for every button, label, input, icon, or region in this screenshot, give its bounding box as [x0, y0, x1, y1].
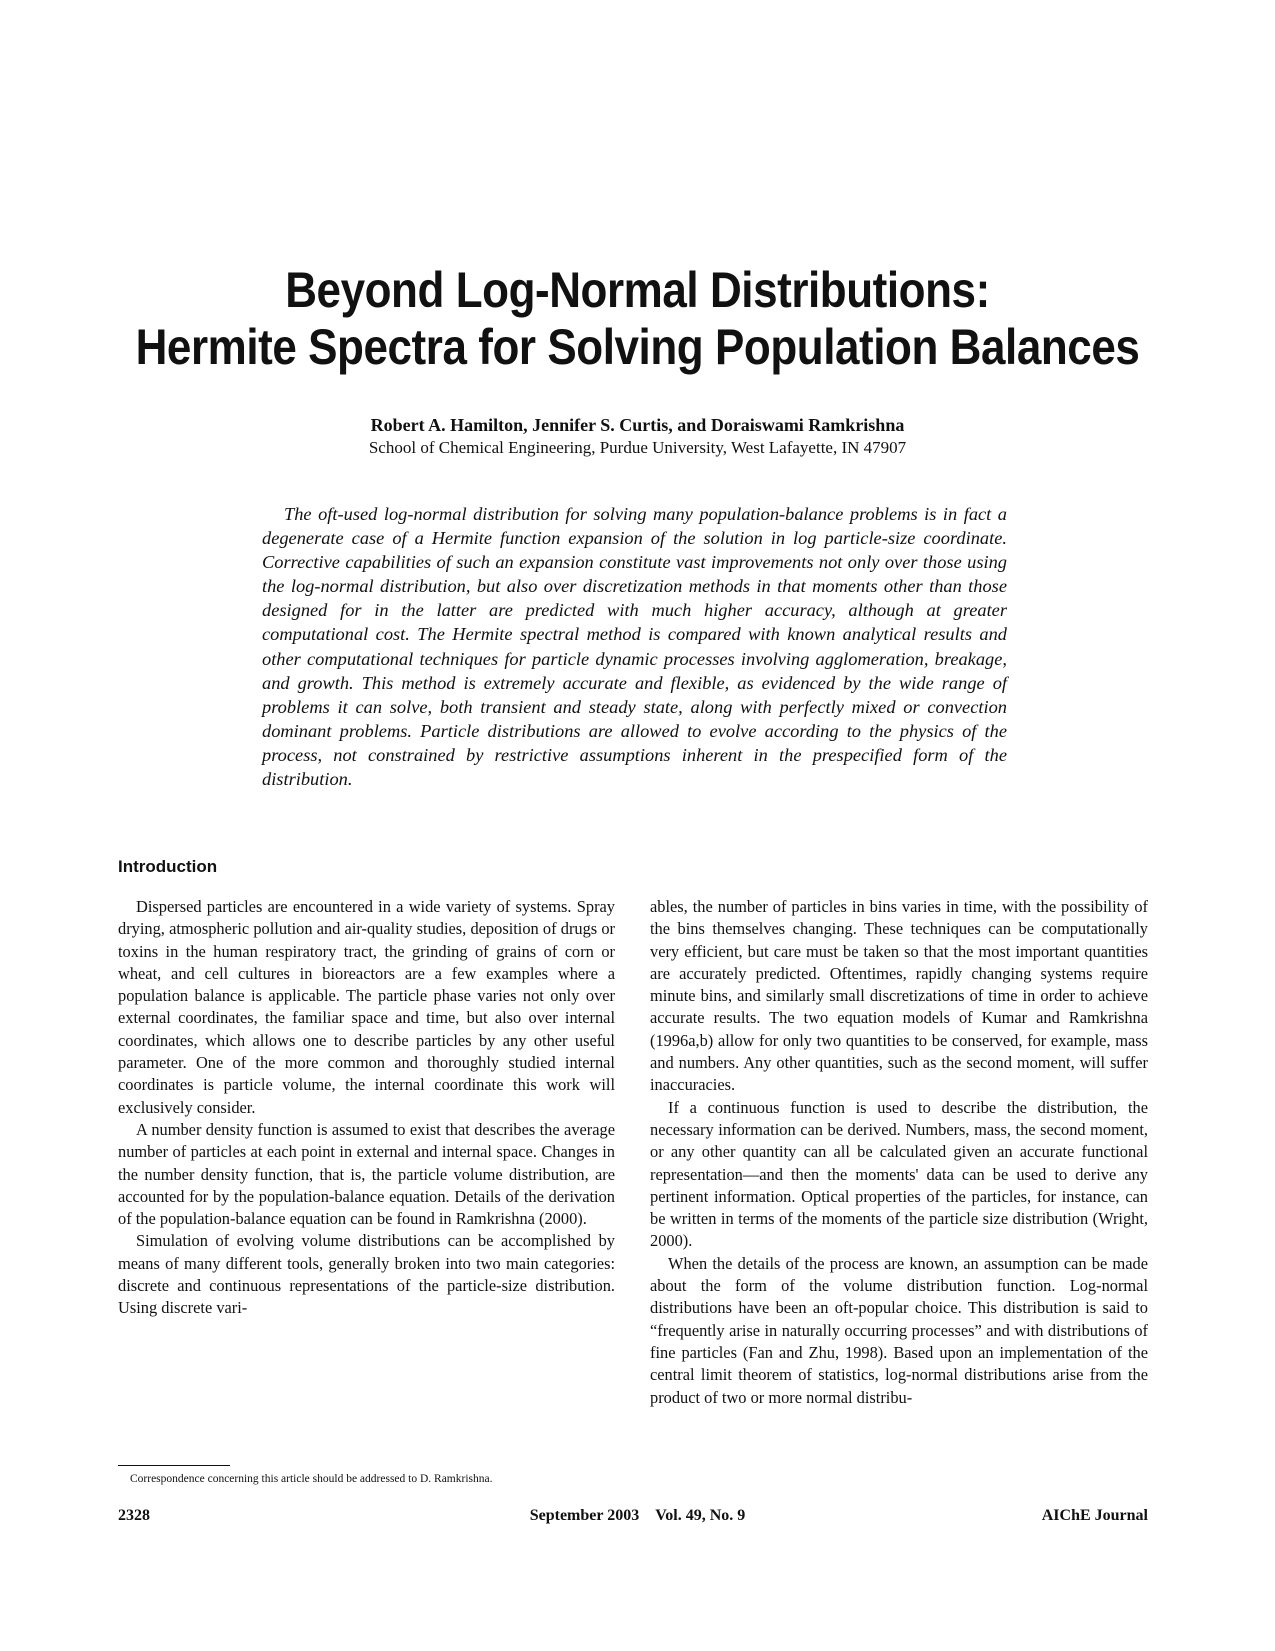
article-title [129, 262, 1145, 376]
right-paragraph-3: When the details of the process are known, an assumption can be made about the form of the volume distribution function. Log-normal distributions have been an oft-popular choice. This distribution is said to “frequently arise in naturally occurring processes” and with distributions of fine particles (Fan and Zhu, 1998). Based upon an implementation of the central limit theorem of statistics, log-normal distributions arise from the product of two or more normal distribu- [650, 1253, 1148, 1407]
abstract: The oft-used log-normal distribution for solving many population-balance problems is in fact a degenerate case of a Hermite function expansion of the solution in log particle-size coordinate. Corrective capabilities of such an expansion constitute vast improvements not only over those using the log-normal distribution, but also over discretization methods in that moments other than those designed for in the latter are predicted with much higher accuracy, although at greater computational cost. The Hermite spectral method is compared with known analytical results and other computational techniques for particle dynamic processes involving agglomeration, breakage, and growth. This method is extremely accurate and flexible, as evidenced by the wide range of problems it can solve, both transient and steady state, along with perfectly mixed or convection dominant problems. Particle distributions are allowed to evolve according to the physics of the process, not constrained by restrictive assumptions inherent in the prespecified form of the distribution. [262, 504, 1007, 790]
left-paragraph-1: Dispersed particles are encountered in a wide variety of systems. Spray drying, atmospheric pollution and air-quality studies, deposition of drugs or toxins in the human respiratory tract, the grinding of grains of corn or wheat, and cell cultures in bioreactors are a few examples where a population balance is applicable. The particle phase varies not only over external coordinates, the familiar space and time, but also over internal coordinates, which allows one to describe particles by any other useful parameter. One of the more common and thoroughly studied internal coordinates is particle volume, the internal coordinate this work will exclusively consider. [118, 897, 615, 1117]
journal-name: AIChE Journal [1041, 1507, 1148, 1524]
left-paragraph-2: A number density function is assumed to exist that describes the average number of particles at each point in external and internal space. Changes in the number density function, that is, the particle volume distribution, are accounted for by the population-balance equation. Details of the derivation of the population-balance equation can be found in Ramkrishna (2000). [118, 1119, 615, 1229]
title-line-1: Beyond Log-Normal Distributions: [285, 262, 990, 318]
left-paragraph-3: Simulation of evolving volume distributions can be accomplished by means of many different tools, generally broken into two main categories: discrete and continuous representations of the particle-size distribution. Using discrete vari- [118, 1231, 615, 1318]
section-heading-introduction: Introduction [118, 857, 218, 876]
title-line-2: Hermite Spectra for Solving Population Balances [135, 319, 1140, 375]
right-paragraph-2: If a continuous function is used to describe the distribution, the necessary information can be derived. Numbers, mass, the second moment, or any other quantity can all be calculated given an accurate functional representation—and then the moments' data can be used to derive any pertinent information. Optical properties of the particles, for instance, can be written in terms of the moments of the particle size distribution (Wright, 2000). [650, 1097, 1148, 1251]
right-column [650, 896, 1148, 1409]
affiliation: School of Chemical Engineering, Purdue University, West Lafayette, IN 47907 [368, 438, 907, 457]
left-column [118, 896, 615, 1320]
page-number: 2328 [118, 1507, 150, 1524]
issue-date: September 2003 [529, 1507, 640, 1524]
footnote-rule [118, 1465, 230, 1466]
issue-volume: Vol. 49, No. 9 [655, 1507, 746, 1524]
author-list: Robert A. Hamilton, Jennifer S. Curtis, and Doraiswami Ramkrishna [370, 415, 905, 435]
right-paragraph-1: ables, the number of particles in bins varies in time, with the possibility of the bins themselves changing. These techniques can be computationally very efficient, but care must be taken so that the most important quantities are accurately predicted. Oftentimes, rapidly changing systems require minute bins, and similarly small discretizations of time in order to achieve accurate results. The two equation models of Kumar and Ramkrishna (1996a,b) allow for only two quantities to be conserved, for example, mass and numbers. Any other quantities, such as the second moment, will suffer inaccuracies. [650, 897, 1148, 1095]
footnote-correspondence: Correspondence concerning this article should be addressed to D. Ramkrishna. [130, 1473, 493, 1485]
